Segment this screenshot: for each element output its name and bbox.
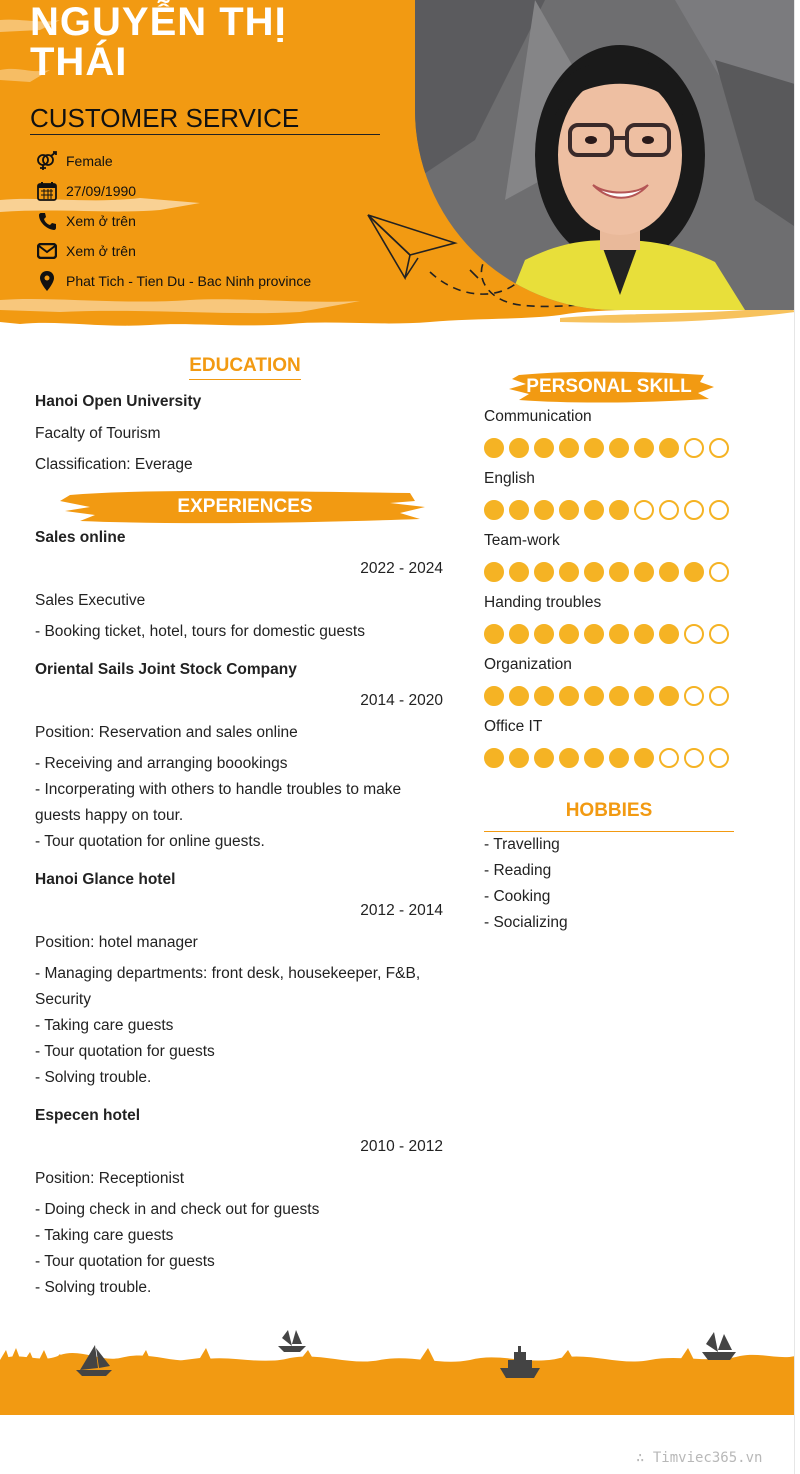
rating-dot-filled — [509, 748, 529, 768]
exp-detail: - Managing departments: front desk, housekeeper, F&B, — [35, 965, 421, 982]
rating-dot-filled — [509, 438, 529, 458]
skill-rating — [484, 500, 729, 520]
rating-dot-filled — [634, 686, 654, 706]
hobby-item: - Cooking — [484, 888, 551, 905]
skill-name: Office IT — [484, 718, 543, 735]
junk-boat-icon — [278, 1330, 306, 1352]
exp-company: Especen hotel — [35, 1107, 141, 1124]
exp-company: Sales online — [35, 529, 126, 546]
info-phone — [36, 206, 311, 236]
rating-dot-filled — [484, 438, 504, 458]
calendar-icon — [36, 180, 58, 202]
junk-boat-icon — [702, 1332, 736, 1360]
rating-dot-empty — [709, 624, 729, 644]
rating-dot-filled — [559, 562, 579, 582]
rating-dot-filled — [634, 438, 654, 458]
hobby-item: - Travelling — [484, 836, 560, 853]
skill-name: Handing troubles — [484, 594, 602, 611]
gender-icon — [36, 150, 58, 172]
info-email — [36, 236, 311, 266]
job-title: CUSTOMER SERVICE — [30, 104, 380, 135]
rating-dot-filled — [509, 686, 529, 706]
hobbies-heading: HOBBIES — [565, 800, 653, 821]
phone-text[interactable]: Xem ở trên — [66, 213, 136, 229]
education-faculty: Facalty of Tourism — [35, 425, 161, 442]
rating-dot-empty — [659, 500, 679, 520]
email-icon — [36, 240, 58, 262]
rating-dot-filled — [484, 624, 504, 644]
rating-dot-filled — [534, 438, 554, 458]
rating-dot-filled — [509, 500, 529, 520]
exp-detail: - Booking ticket, hotel, tours for domestic guests — [35, 623, 365, 640]
rating-dot-filled — [534, 562, 554, 582]
location-icon — [36, 270, 58, 292]
rating-dot-filled — [534, 686, 554, 706]
rating-dot-filled — [584, 438, 604, 458]
rating-dot-filled — [634, 748, 654, 768]
exp-position: Sales Executive — [35, 592, 146, 609]
address-text: Phat Tich - Tien Du - Bac Ninh province — [66, 273, 312, 289]
rating-dot-filled — [659, 562, 679, 582]
info-birthday — [36, 176, 311, 206]
exp-company: Hanoi Glance hotel — [35, 871, 176, 888]
rating-dot-empty — [684, 438, 704, 458]
exp-detail: Security — [35, 991, 91, 1008]
exp-detail: - Tour quotation for guests — [35, 1043, 215, 1060]
rating-dot-filled — [584, 500, 604, 520]
exp-detail: - Receiving and arranging boookings — [35, 755, 288, 772]
footer-decoration — [0, 1320, 795, 1415]
exp-position: Position: Reservation and sales online — [35, 724, 298, 741]
exp-detail: - Tour quotation for online guests. — [35, 833, 265, 850]
skill-rating — [484, 562, 729, 582]
rating-dot-filled — [634, 624, 654, 644]
education-school: Hanoi Open University — [35, 393, 202, 410]
birthday-text: 27/09/1990 — [66, 183, 137, 199]
exp-date: 2014 - 2020 — [360, 692, 443, 709]
education-heading: EDUCATION — [35, 355, 455, 380]
rating-dot-filled — [684, 562, 704, 582]
skill-rating — [484, 438, 729, 458]
rating-dot-filled — [534, 500, 554, 520]
rating-dot-filled — [584, 624, 604, 644]
rating-dot-filled — [609, 438, 629, 458]
rating-dot-filled — [609, 686, 629, 706]
rating-dot-empty — [684, 686, 704, 706]
skill-name: English — [484, 470, 535, 487]
rating-dot-filled — [484, 500, 504, 520]
exp-date: 2022 - 2024 — [360, 560, 443, 577]
rating-dot-filled — [559, 748, 579, 768]
rating-dot-empty — [634, 500, 654, 520]
experiences-heading: EXPERIENCES — [60, 487, 430, 527]
rating-dot-filled — [659, 438, 679, 458]
personal-info — [36, 146, 311, 296]
exp-detail: guests happy on tour. — [35, 807, 184, 824]
rating-dot-filled — [584, 686, 604, 706]
exp-detail: - Solving trouble. — [35, 1069, 152, 1086]
rating-dot-filled — [534, 624, 554, 644]
rating-dot-filled — [484, 562, 504, 582]
exp-position: Position: Receptionist — [35, 1170, 185, 1187]
rating-dot-filled — [659, 624, 679, 644]
rating-dot-empty — [684, 624, 704, 644]
rating-dot-filled — [609, 624, 629, 644]
rating-dot-filled — [659, 686, 679, 706]
rating-dot-empty — [684, 748, 704, 768]
watermark-text: ∴ Timviec365.vn — [636, 1450, 763, 1466]
rating-dot-filled — [559, 686, 579, 706]
rating-dot-filled — [609, 500, 629, 520]
education-classification: Classification: Everage — [35, 456, 193, 473]
skill-rating — [484, 748, 729, 768]
exp-detail: - Solving trouble. — [35, 1279, 152, 1296]
skill-rating — [484, 686, 729, 706]
rating-dot-empty — [709, 500, 729, 520]
hobby-item: - Socializing — [484, 914, 568, 931]
skill-name: Team-work — [484, 532, 560, 549]
candidate-name: NGUYỄN THỊ THÁI — [30, 0, 287, 84]
exp-date: 2010 - 2012 — [360, 1138, 443, 1155]
personal-skill-heading: PERSONAL SKILL — [504, 367, 714, 407]
rating-dot-empty — [659, 748, 679, 768]
rating-dot-filled — [609, 562, 629, 582]
hobby-item: - Reading — [484, 862, 552, 879]
gender-text: Female — [66, 153, 113, 169]
exp-detail: - Tour quotation for guests — [35, 1253, 215, 1270]
rating-dot-filled — [609, 748, 629, 768]
skill-name: Organization — [484, 656, 572, 673]
rating-dot-filled — [559, 624, 579, 644]
rating-dot-empty — [684, 500, 704, 520]
rating-dot-empty — [709, 686, 729, 706]
skill-rating — [484, 624, 729, 644]
rating-dot-filled — [584, 748, 604, 768]
exp-detail: - Doing check in and check out for guests — [35, 1201, 320, 1218]
email-text[interactable]: Xem ở trên — [66, 243, 136, 259]
rating-dot-filled — [509, 624, 529, 644]
rating-dot-empty — [709, 438, 729, 458]
info-gender — [36, 146, 311, 176]
rating-dot-filled — [534, 748, 554, 768]
exp-date: 2012 - 2014 — [360, 902, 443, 919]
rating-dot-empty — [709, 562, 729, 582]
rating-dot-filled — [509, 562, 529, 582]
exp-detail: - Taking care guests — [35, 1227, 174, 1244]
exp-detail: - Taking care guests — [35, 1017, 174, 1034]
rating-dot-filled — [559, 500, 579, 520]
rating-dot-empty — [709, 748, 729, 768]
exp-detail: - Incorperating with others to handle troubles to make — [35, 781, 402, 798]
rating-dot-filled — [559, 438, 579, 458]
skill-name: Communication — [484, 408, 592, 425]
rating-dot-filled — [484, 748, 504, 768]
info-address — [36, 266, 311, 296]
exp-company: Oriental Sails Joint Stock Company — [35, 661, 297, 678]
phone-icon — [36, 210, 58, 232]
rating-dot-filled — [484, 686, 504, 706]
rating-dot-filled — [584, 562, 604, 582]
exp-position: Position: hotel manager — [35, 934, 198, 951]
rating-dot-filled — [634, 562, 654, 582]
